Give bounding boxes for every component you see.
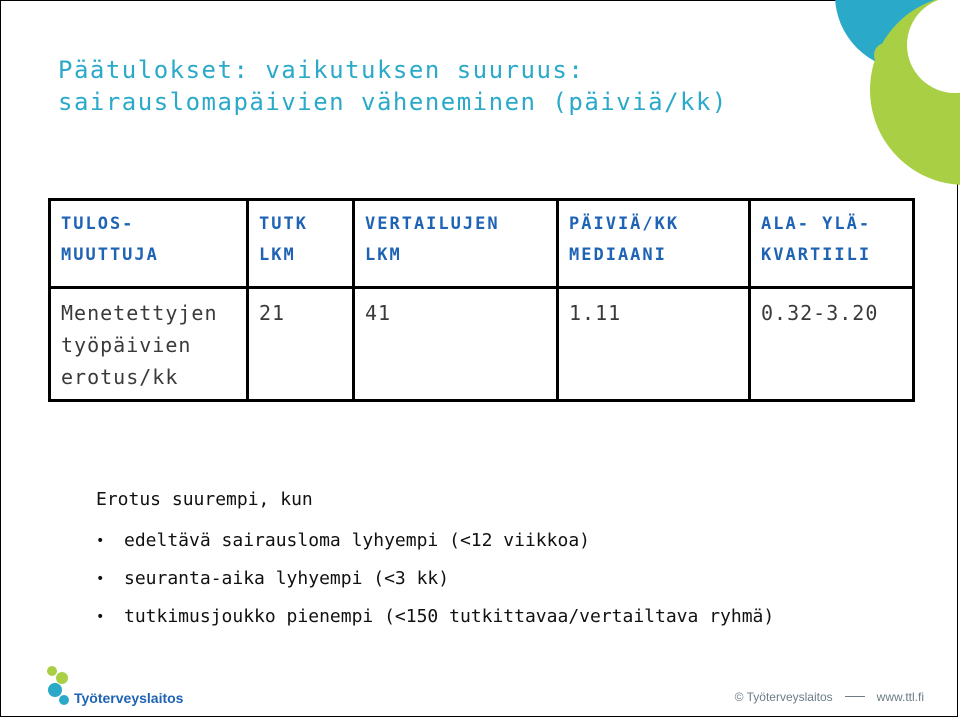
header-line: LKM	[259, 245, 296, 265]
findings-lead: Erotus suurempi, kun	[96, 489, 313, 510]
header-tulosmuuttuja	[50, 200, 248, 288]
bullet-icon: •	[96, 533, 105, 549]
findings-text	[96, 482, 916, 636]
list-item	[96, 522, 916, 560]
header-line: KVARTIILI	[761, 245, 872, 265]
cell-median: 1.11	[558, 288, 750, 401]
footer-separator	[845, 696, 865, 697]
cell-line: Menetettyjen	[61, 301, 218, 325]
tyoterveyslaitos-logo	[44, 664, 184, 710]
cell-variable	[50, 288, 248, 401]
list-item-text: seuranta-aika lyhyempi (<3 kk)	[124, 568, 450, 589]
cell-vertailujen-lkm: 41	[354, 288, 558, 401]
cell-quartiles: 0.32-3.20	[750, 288, 914, 401]
header-line: PÄIVIÄ/KK	[569, 214, 680, 234]
header-line: MUUTTUJA	[61, 245, 159, 265]
header-quartiles	[750, 200, 914, 288]
results-table	[48, 198, 915, 402]
cell-line: työpäivien	[61, 333, 192, 357]
footer-credits	[735, 690, 924, 704]
cell-tutk-lkm: 21	[248, 288, 354, 401]
header-line: LKM	[365, 245, 402, 265]
logo-dot	[47, 666, 57, 676]
header-median	[558, 200, 750, 288]
header-line: ALA- YLÄ-	[761, 214, 872, 234]
title-line-1: Päätulokset: vaikutuksen suuruus:	[58, 56, 585, 84]
header-line: TULOS-	[61, 214, 135, 234]
bullet-icon: •	[96, 609, 105, 625]
footer-url[interactable]: www.ttl.fi	[876, 690, 924, 704]
findings-list	[96, 522, 916, 636]
list-item-text: edeltävä sairausloma lyhyempi (<12 viikkoa)	[124, 530, 590, 551]
bullet-icon: •	[96, 571, 105, 587]
cell-line: erotus/kk	[61, 365, 179, 389]
list-item	[96, 560, 916, 598]
title-line-2: sairauslomapäivien väheneminen (päiviä/kk)	[58, 88, 728, 116]
list-item	[96, 598, 916, 636]
header-line: VERTAILUJEN	[365, 214, 500, 234]
slide-title	[58, 54, 878, 118]
logo-text: Työterveyslaitos	[74, 690, 184, 706]
table-row	[50, 288, 914, 401]
header-line: MEDIAANI	[569, 245, 667, 265]
header-tutk-lkm	[248, 200, 354, 288]
logo-dot	[59, 695, 69, 705]
header-vertailujen-lkm	[354, 200, 558, 288]
table-header-row	[50, 200, 914, 288]
footer-copyright: © Työterveyslaitos	[734, 690, 833, 704]
list-item-text: tutkimusjoukko pienempi (<150 tutkittavaa/vertailtava ryhmä)	[124, 606, 775, 627]
logo-dot	[56, 672, 68, 684]
logo-dot	[48, 683, 62, 697]
header-line: TUTK	[259, 214, 308, 234]
